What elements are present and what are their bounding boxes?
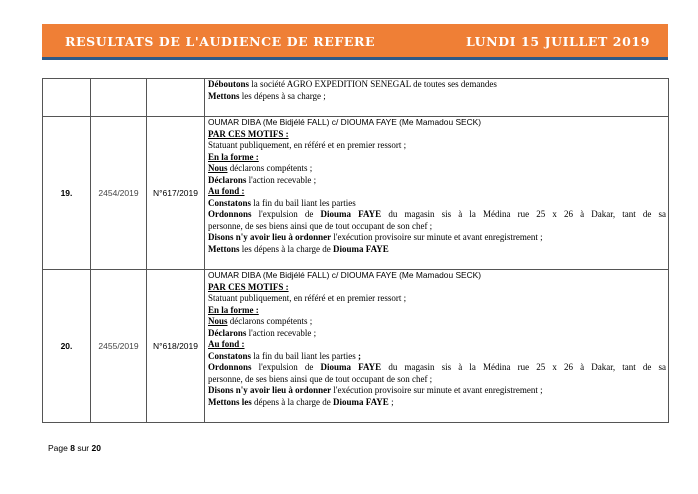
fond-heading: Au fond :	[208, 186, 245, 196]
decision-text: du magasin sis à la Médina rue 25 x 26 à Dakar, tant de sa	[381, 362, 666, 372]
verb-bold: Mettons	[208, 243, 240, 254]
forme-heading: En la forme :	[208, 304, 259, 315]
header-date: LUNDI 15 JUILLET 2019	[465, 34, 650, 49]
party-name: Diouma FAYE	[333, 396, 389, 407]
results-table	[42, 78, 669, 423]
statuant-line: Statuant publiquement, en référé et en premier ressort ;	[208, 293, 407, 303]
decision-cell	[205, 270, 669, 423]
verb-bold: Disons n'y avoir lieu à ordonner	[208, 232, 332, 242]
verb-bold: Disons n'y avoir lieu à ordonner	[208, 385, 332, 395]
table-row	[43, 270, 669, 423]
page-number: 8	[70, 443, 75, 453]
motifs-heading: PAR CES MOTIFS :	[208, 281, 289, 292]
page-total: 20	[91, 443, 101, 453]
dossier-number: 2454/2019	[91, 117, 147, 270]
decision-text: l'exécution provisoire sur minute et avant enregistrement ;	[331, 232, 543, 242]
verb-bold: Nous	[208, 163, 228, 173]
decision-text: personne, de ses biens ainsi que de tout occupant de son chef ;	[208, 220, 433, 231]
decision-cell	[205, 79, 669, 117]
decision-text: l'expulsion de	[251, 362, 321, 372]
dossier-number: 2455/2019	[91, 270, 147, 423]
forme-heading: En la forme :	[208, 151, 259, 162]
page-label: Page	[48, 443, 71, 453]
party-name: Diouma FAYE	[320, 362, 382, 372]
decision-text: la société AGRO EXPEDITION SENEGAL de toutes ses demandes	[249, 79, 497, 89]
semicolon: ;	[358, 350, 361, 361]
verb-bold: Déclarons	[208, 174, 247, 185]
table-row	[43, 79, 669, 117]
verb-bold: Déboutons	[208, 79, 250, 89]
decision-text: la fin du bail liant les parties	[251, 197, 356, 208]
ordonnance-number: N°618/2019	[147, 270, 205, 423]
verb-bold: Ordonnons	[208, 209, 252, 219]
decision-text: l'action recevable ;	[246, 327, 317, 338]
dossier-cell	[91, 79, 147, 117]
decision-cell	[205, 117, 669, 270]
decision-text: personne, de ses biens ainsi que de tout occupant de son chef ;	[208, 373, 433, 384]
party-name: Diouma FAYE	[320, 209, 382, 219]
decision-text: déclarons compétents ;	[227, 163, 313, 173]
decision-text: déclarons compétents ;	[227, 316, 313, 326]
header-title: RESULTATS DE L'AUDIENCE DE REFERE	[65, 34, 376, 49]
row-number: 19.	[43, 117, 91, 270]
ordonnance-number: N°617/2019	[147, 117, 205, 270]
verb-bold: Ordonnons	[208, 362, 252, 372]
decision-text: l'exécution provisoire sur minute et avant enregistrement ;	[331, 385, 543, 395]
num-cell	[43, 79, 91, 117]
parties: OUMAR DIBA (Me Bidjélé FALL) c/ DIOUMA FAYE (Me Mamadou SECK)	[208, 117, 482, 127]
decision-text: les dépens à la charge de	[239, 243, 334, 254]
decision-text: la fin du bail liant les parties	[251, 350, 358, 361]
verb-bold: Déclarons	[208, 327, 247, 338]
party-name: Diouma FAYE	[333, 243, 389, 254]
statuant-line: Statuant publiquement, en référé et en premier ressort ;	[208, 140, 407, 150]
decision-text: du magasin sis à la Médina rue 25 x 26 à Dakar, tant de sa	[381, 209, 666, 219]
table-row	[43, 117, 669, 270]
decision-text: l'action recevable ;	[246, 174, 317, 185]
fond-heading: Au fond :	[208, 339, 245, 349]
semicolon: ;	[388, 396, 394, 407]
decision-text: les dépens à sa charge ;	[239, 90, 326, 101]
verb-bold: Constatons	[208, 197, 252, 208]
decision-text: dépens à la charge de	[251, 396, 334, 407]
motifs-heading: PAR CES MOTIFS :	[208, 128, 289, 139]
header-banner	[42, 24, 668, 60]
ordonnance-cell	[147, 79, 205, 117]
page-footer	[48, 443, 101, 453]
decision-text: l'expulsion de	[251, 209, 321, 219]
parties: OUMAR DIBA (Me Bidjélé FALL) c/ DIOUMA FAYE (Me Mamadou SECK)	[208, 270, 482, 280]
verb-bold: Mettons les	[208, 396, 252, 407]
verb-bold: Constatons	[208, 350, 252, 361]
row-number: 20.	[43, 270, 91, 423]
page-sur: sur	[74, 443, 92, 453]
verb-bold: Mettons	[208, 90, 240, 101]
verb-bold: Nous	[208, 316, 228, 326]
